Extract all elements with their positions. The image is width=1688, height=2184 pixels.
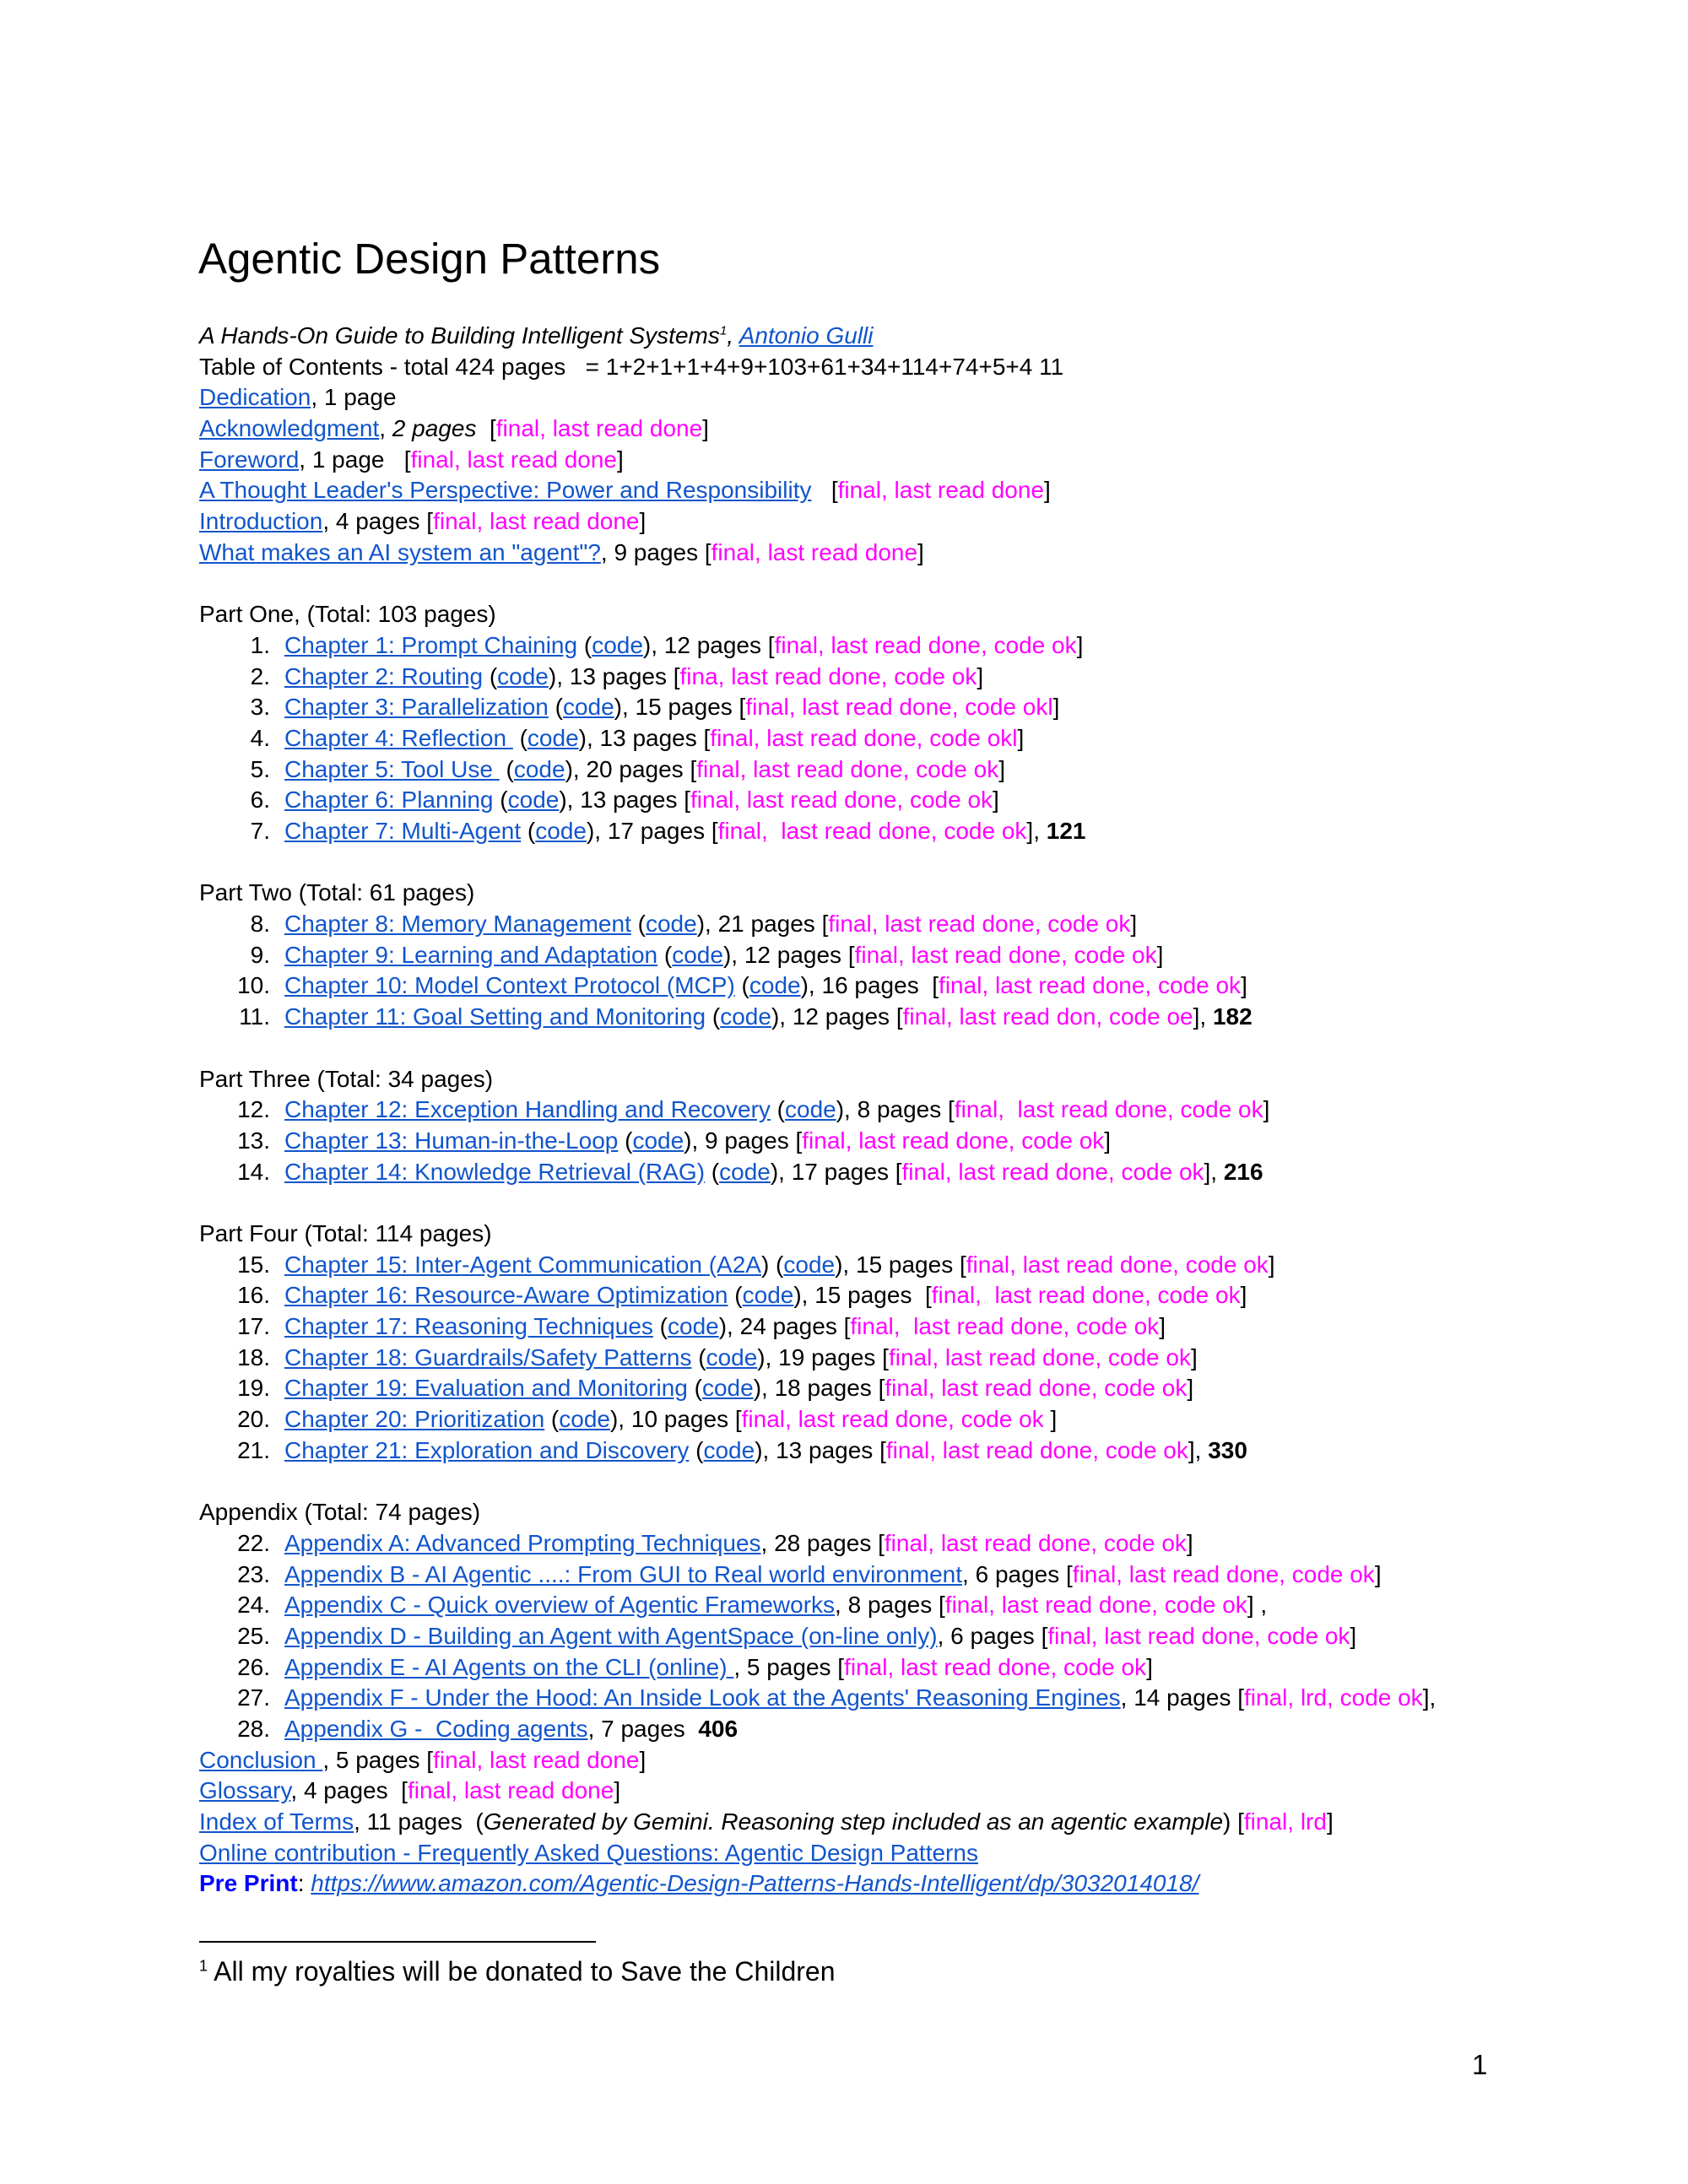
entry-pages: ), 18 pages [ bbox=[753, 1375, 885, 1402]
chapter-link[interactable]: Chapter 5: Tool Use bbox=[284, 755, 500, 782]
status-note: final, last read done, code ok bbox=[690, 787, 993, 814]
front-matter-link[interactable]: A Thought Leader's Perspective: Power and Responsibility bbox=[199, 477, 812, 504]
status-note: final, last read done bbox=[711, 538, 918, 565]
chapter-link[interactable]: Chapter 10: Model Context Protocol (MCP) bbox=[284, 972, 735, 999]
code-link[interactable]: code bbox=[527, 724, 579, 751]
chapter-number: 10. bbox=[237, 972, 270, 999]
chapter-item bbox=[199, 1250, 1668, 1281]
appendix-link[interactable]: Appendix G - Coding agents bbox=[284, 1715, 588, 1742]
status-note: final, last read done, code ok bbox=[696, 755, 999, 782]
status-note: final, last read done, code ok bbox=[901, 1158, 1204, 1185]
entry-text: ] bbox=[1241, 972, 1247, 999]
entry-pages: , 7 pages bbox=[587, 1715, 699, 1742]
chapter-item bbox=[199, 662, 1668, 693]
entry-text: ], bbox=[1193, 1003, 1213, 1030]
chapter-link[interactable]: Chapter 1: Prompt Chaining bbox=[284, 631, 578, 658]
entry-pages: ), 21 pages [ bbox=[696, 911, 829, 938]
entry-text: ( bbox=[577, 631, 592, 658]
footnote-divider bbox=[199, 1941, 596, 1943]
entry-text: ] bbox=[1350, 1622, 1357, 1649]
entry-pages: ), 13 pages [ bbox=[578, 724, 711, 751]
section-spacer bbox=[199, 1187, 1668, 1219]
chapter-number: 13. bbox=[237, 1127, 270, 1154]
chapter-number: 15. bbox=[237, 1251, 270, 1278]
appendix-number: 27. bbox=[237, 1684, 270, 1711]
status-note: final, last read done, code okl bbox=[710, 724, 1018, 751]
status-note: final, last read done, code ok bbox=[850, 1313, 1160, 1339]
entry-text: ( bbox=[689, 1436, 704, 1463]
entry-text: [ bbox=[811, 477, 838, 504]
code-link[interactable]: code bbox=[672, 941, 723, 968]
entry-pages: ), 13 pages [ bbox=[548, 662, 680, 689]
entry-text: ( bbox=[657, 941, 673, 968]
entry-text: ] bbox=[639, 508, 647, 535]
chapter-link[interactable]: Chapter 18: Guardrails/Safety Patterns bbox=[284, 1343, 692, 1370]
status-note: final, last read done bbox=[433, 1746, 640, 1773]
entry-text: ( bbox=[687, 1375, 702, 1402]
front-matter-link[interactable]: Introduction bbox=[199, 508, 323, 535]
chapter-item bbox=[199, 1002, 1668, 1033]
entry-pages: ), 12 pages [ bbox=[771, 1003, 903, 1030]
chapter-number: 1. bbox=[250, 631, 270, 658]
status-note: final, last read done, code ok bbox=[1072, 1560, 1375, 1587]
status-note: final, last read done bbox=[407, 1777, 614, 1804]
entry-text: , 4 pages [ bbox=[322, 508, 434, 535]
code-link[interactable]: code bbox=[562, 694, 614, 721]
entry-text: ] bbox=[1263, 1096, 1270, 1123]
chapter-link[interactable]: Chapter 11: Goal Setting and Monitoring bbox=[284, 1003, 706, 1030]
footnote-number: 1 bbox=[199, 1957, 208, 1975]
status-note: final, last read done, code ok bbox=[944, 1592, 1247, 1619]
appendix-link[interactable]: Appendix A: Advanced Prompting Techniques bbox=[284, 1529, 761, 1556]
entry-text: ( bbox=[483, 662, 498, 689]
chapter-link[interactable]: Chapter 7: Multi-Agent bbox=[284, 818, 522, 844]
status-note: final, last read done, code okl bbox=[745, 694, 1053, 721]
code-link[interactable]: code bbox=[507, 787, 560, 814]
entry-pages: 2 pages bbox=[392, 415, 477, 442]
chapter-item bbox=[199, 1095, 1668, 1126]
status-note: final, last read done, code ok bbox=[885, 1436, 1188, 1463]
entry-pages: , 14 pages [ bbox=[1120, 1684, 1245, 1711]
front-matter-entry bbox=[199, 414, 1668, 445]
chapter-number: 21. bbox=[237, 1436, 270, 1463]
page-number: 1 bbox=[1472, 2049, 1488, 2080]
chapter-link[interactable]: Chapter 12: Exception Handling and Recovery bbox=[284, 1096, 771, 1123]
entry-text: ] bbox=[1374, 1560, 1382, 1587]
entry-text: ( bbox=[493, 787, 508, 814]
chapter-item bbox=[199, 1435, 1668, 1467]
status-note: final, last read done, code ok bbox=[828, 911, 1131, 938]
chapter-link[interactable]: Chapter 2: Routing bbox=[284, 662, 484, 689]
code-link[interactable]: code bbox=[668, 1313, 719, 1339]
appendix-link[interactable]: Appendix F - Under the Hood: An Inside Look at the Agents' Reasoning Engines bbox=[284, 1684, 1121, 1711]
status-note: final, last read done, code ok bbox=[802, 1127, 1105, 1154]
entry-text: ( bbox=[728, 1282, 743, 1309]
status-note: final, lrd bbox=[1243, 1808, 1327, 1835]
page-title: Agentic Design Patterns bbox=[198, 235, 661, 283]
chapter-link[interactable]: Chapter 16: Resource-Aware Optimization bbox=[284, 1282, 728, 1309]
section-spacer bbox=[199, 569, 1668, 600]
chapter-link[interactable]: Chapter 6: Planning bbox=[284, 787, 494, 814]
chapter-number: 18. bbox=[237, 1343, 270, 1370]
status-note: final, last read done, code ok bbox=[966, 1251, 1269, 1278]
section-spacer bbox=[199, 847, 1668, 878]
conclusion-link[interactable]: Conclusion bbox=[199, 1746, 323, 1773]
chapter-link[interactable]: Chapter 21: Exploration and Discovery bbox=[284, 1436, 690, 1463]
code-link[interactable]: code bbox=[749, 972, 801, 999]
status-note: final, last read done, code ok bbox=[885, 1375, 1188, 1402]
code-link[interactable]: code bbox=[719, 1158, 771, 1185]
index-link[interactable]: Index of Terms bbox=[199, 1808, 354, 1835]
chapter-item bbox=[199, 1126, 1668, 1157]
footnote-mark[interactable]: 1 bbox=[719, 323, 728, 338]
front-matter-list bbox=[199, 382, 1668, 568]
appendix-link[interactable]: Appendix C - Quick overview of Agentic Frameworks bbox=[284, 1592, 836, 1619]
chapter-number: 5. bbox=[250, 755, 270, 782]
entry-pages: ), 15 pages [ bbox=[835, 1251, 966, 1278]
code-link[interactable]: code bbox=[703, 1436, 755, 1463]
entry-pages: ), 13 pages [ bbox=[559, 787, 690, 814]
chapter-item bbox=[199, 1157, 1668, 1188]
appendix-link[interactable]: Appendix D - Building an Agent with AgentSpace (on-line only) bbox=[284, 1622, 938, 1649]
document-body bbox=[199, 321, 1668, 1900]
chapter-link[interactable]: Chapter 19: Evaluation and Monitoring bbox=[284, 1375, 688, 1402]
footnote-text: All my royalties will be donated to Save the Children bbox=[208, 1956, 836, 1987]
entry-text: ( bbox=[544, 1406, 560, 1433]
status-note: final, last read done bbox=[410, 446, 617, 473]
entry-text: ] bbox=[1268, 1251, 1275, 1278]
chapter-number: 4. bbox=[250, 724, 270, 751]
entry-pages: ), 20 pages [ bbox=[565, 755, 697, 782]
entry-text: ( bbox=[630, 911, 646, 938]
entry-text: [ bbox=[476, 415, 496, 442]
entry-text: , 9 pages [ bbox=[600, 538, 711, 565]
running-total: 182 bbox=[1212, 1003, 1252, 1030]
status-note: final, last read done, code ok bbox=[888, 1343, 1191, 1370]
status-note: final, last read done, code ok bbox=[954, 1096, 1263, 1123]
chapter-number: 6. bbox=[250, 787, 270, 814]
entry-text: ] bbox=[993, 787, 999, 814]
entry-text: ], bbox=[1422, 1684, 1436, 1711]
appendix-number: 23. bbox=[237, 1560, 270, 1587]
entry-text: ], bbox=[1204, 1158, 1224, 1185]
chapter-number: 2. bbox=[250, 662, 270, 689]
entry-text: ] bbox=[977, 662, 984, 689]
entry-text: ] bbox=[1130, 911, 1138, 938]
chapter-item bbox=[199, 1343, 1668, 1374]
running-total: 121 bbox=[1046, 818, 1086, 844]
entry-pages: ), 12 pages [ bbox=[642, 631, 775, 658]
entry-text: ] bbox=[1044, 477, 1051, 504]
chapter-link[interactable]: Chapter 14: Knowledge Retrieval (RAG) bbox=[284, 1158, 706, 1185]
entry-text: ( bbox=[734, 972, 749, 999]
chapter-number: 17. bbox=[237, 1313, 270, 1339]
entry-text: ] bbox=[1187, 1375, 1194, 1402]
chapter-number: 12. bbox=[237, 1096, 270, 1123]
entry-pages: , 6 pages [ bbox=[962, 1560, 1073, 1587]
chapter-number: 9. bbox=[250, 941, 270, 968]
entry-text: ] bbox=[1050, 1406, 1058, 1433]
appendix-item bbox=[199, 1652, 1668, 1684]
chapter-item bbox=[199, 1373, 1668, 1404]
entry-text: ] bbox=[1052, 694, 1060, 721]
status-note: final, last read done, code ok bbox=[931, 1282, 1241, 1309]
chapter-link[interactable]: Chapter 15: Inter-Agent Communication (A2A bbox=[284, 1251, 761, 1278]
index-entry: Index of Terms, 11 pages (Generated by Gemini. Reasoning step included as an agentic example) [final, lrd] bbox=[199, 1808, 1334, 1835]
entry-text: , bbox=[379, 415, 392, 442]
entry-text: ] bbox=[917, 538, 924, 565]
appendix-item bbox=[199, 1590, 1668, 1621]
chapter-number: 8. bbox=[250, 911, 270, 938]
entry-pages: ), 16 pages [ bbox=[800, 972, 939, 999]
chapter-number: 14. bbox=[237, 1158, 270, 1185]
front-matter-link[interactable]: Foreword bbox=[199, 446, 300, 473]
chapter-link[interactable]: Chapter 3: Parallelization bbox=[284, 694, 549, 721]
running-total: 406 bbox=[698, 1715, 738, 1742]
front-matter-entry bbox=[199, 475, 1668, 506]
appendix-number: 28. bbox=[237, 1715, 270, 1742]
appendix-number: 22. bbox=[237, 1529, 270, 1556]
chapter-number: 7. bbox=[250, 818, 270, 844]
preprint-url-link[interactable]: https://www.amazon.com/Agentic-Design-Patterns-Hands-Intelligent/dp/3032014018/ bbox=[311, 1870, 1199, 1897]
entry-text: ( bbox=[705, 1158, 720, 1185]
appendix-number: 24. bbox=[237, 1592, 270, 1619]
front-matter-link[interactable]: Dedication bbox=[199, 384, 311, 411]
chapter-link[interactable]: Chapter 13: Human-in-the-Loop bbox=[284, 1127, 619, 1154]
appendix-item bbox=[199, 1714, 1668, 1745]
chapter-link[interactable]: Chapter 4: Reflection bbox=[284, 724, 513, 751]
chapter-item bbox=[199, 940, 1668, 971]
chapter-link[interactable]: Chapter 20: Prioritization bbox=[284, 1406, 545, 1433]
chapter-number: 19. bbox=[237, 1375, 270, 1402]
entry-text: ( bbox=[499, 755, 514, 782]
status-note: final, last read don, code oe bbox=[902, 1003, 1193, 1030]
glossary-entry: Glossary, 4 pages [final, last read done] bbox=[199, 1777, 621, 1804]
entry-text: ] bbox=[998, 755, 1006, 782]
entry-text: ( bbox=[652, 1313, 668, 1339]
entry-pages: ), 10 pages [ bbox=[609, 1406, 742, 1433]
entry-text: ], bbox=[1188, 1436, 1209, 1463]
status-note: final, last read done, code ok bbox=[741, 1406, 1051, 1433]
status-note: final, last read done, code ok bbox=[854, 941, 1157, 968]
entry-pages: ), 15 pages [ bbox=[793, 1282, 932, 1309]
part-heading: Part One, (Total: 103 pages) bbox=[199, 601, 496, 628]
part-heading: Part Three (Total: 34 pages) bbox=[199, 1065, 494, 1092]
chapter-item bbox=[199, 1280, 1668, 1311]
chapter-number: 11. bbox=[239, 1003, 270, 1030]
front-matter-entry bbox=[199, 538, 1668, 569]
entry-text: ( bbox=[521, 818, 536, 844]
entry-pages: ), 8 pages [ bbox=[836, 1096, 955, 1123]
section-spacer bbox=[199, 1033, 1668, 1064]
chapter-item bbox=[199, 692, 1668, 723]
code-link[interactable]: code bbox=[592, 631, 643, 658]
code-link[interactable]: code bbox=[497, 662, 549, 689]
code-link[interactable]: code bbox=[559, 1406, 610, 1433]
entry-pages: , 6 pages [ bbox=[937, 1622, 1048, 1649]
entry-pages: , 5 pages [ bbox=[733, 1653, 845, 1680]
running-total: 330 bbox=[1208, 1436, 1247, 1463]
chapter-link[interactable]: Chapter 8: Memory Management bbox=[284, 911, 631, 938]
toc-header: Table of Contents - total 424 pages = 1+2+1+1+4+9+103+61+34+114+74+5+4 11 bbox=[199, 353, 1064, 380]
entry-text: ] bbox=[1146, 1653, 1153, 1680]
part-heading: Part Four (Total: 114 pages) bbox=[199, 1219, 492, 1246]
entry-text: ) ( bbox=[760, 1251, 784, 1278]
entry-text: , 1 page bbox=[311, 384, 397, 411]
entry-pages: ), 17 pages [ bbox=[770, 1158, 902, 1185]
preprint-label: Pre Print bbox=[199, 1870, 298, 1897]
chapter-item bbox=[199, 909, 1668, 940]
entry-text: ] , bbox=[1247, 1592, 1268, 1619]
code-link[interactable]: code bbox=[535, 818, 587, 844]
chapter-item bbox=[199, 816, 1668, 847]
code-link[interactable]: code bbox=[632, 1127, 684, 1154]
entry-text: , 1 page [ bbox=[299, 446, 411, 473]
entry-text: ( bbox=[548, 694, 563, 721]
status-note: final, last read done, code ok bbox=[939, 972, 1242, 999]
entry-text: ] bbox=[1186, 1529, 1193, 1556]
part-heading: Part Two (Total: 61 pages) bbox=[199, 879, 475, 906]
chapter-item bbox=[199, 1311, 1668, 1343]
running-total: 216 bbox=[1223, 1158, 1263, 1185]
appendix-list bbox=[199, 1528, 1668, 1745]
appendix-link[interactable]: Appendix B - AI Agentic ....: From GUI to Real world environment bbox=[284, 1560, 963, 1587]
entry-text: ] bbox=[1190, 1343, 1198, 1370]
chapter-item bbox=[199, 723, 1668, 754]
status-note: final, last read done, code ok bbox=[717, 818, 1027, 844]
entry-pages: , 28 pages [ bbox=[760, 1529, 885, 1556]
author-link[interactable]: Antonio Gulli bbox=[738, 322, 874, 349]
chapter-number: 16. bbox=[237, 1282, 270, 1309]
chapter-item bbox=[199, 785, 1668, 816]
status-note: final, last read done bbox=[433, 508, 640, 535]
faq-entry bbox=[199, 1838, 1668, 1869]
entry-text: ( bbox=[512, 724, 528, 751]
status-note: fina, last read done, code ok bbox=[679, 662, 977, 689]
preprint-entry: Pre Print: https://www.amazon.com/Agentic-Design-Patterns-Hands-Intelligent/dp/3032014018/ bbox=[199, 1870, 1199, 1897]
status-note: final, last read done, code ok bbox=[884, 1529, 1187, 1556]
appendix-item bbox=[199, 1683, 1668, 1714]
status-note: final, last read done, code ok bbox=[844, 1653, 1147, 1680]
chapter-number: 20. bbox=[237, 1406, 270, 1433]
chapter-item bbox=[199, 630, 1668, 662]
subtitle: A Hands-On Guide to Building Intelligent Systems bbox=[199, 322, 720, 349]
entry-text: ] bbox=[1104, 1127, 1112, 1154]
entry-text: ( bbox=[691, 1343, 706, 1370]
code-link[interactable]: code bbox=[513, 755, 565, 782]
entry-text: ] bbox=[1240, 1282, 1247, 1309]
entry-pages: ), 19 pages [ bbox=[757, 1343, 889, 1370]
entry-pages: ), 9 pages [ bbox=[684, 1127, 803, 1154]
entry-text: ( bbox=[618, 1127, 633, 1154]
status-note: final, last read done bbox=[495, 415, 703, 442]
appendix-number: 25. bbox=[237, 1622, 270, 1649]
status-note: final, lrd, code ok bbox=[1244, 1684, 1423, 1711]
entry-text: ], bbox=[1026, 818, 1047, 844]
footnote bbox=[199, 1956, 836, 1987]
entry-text: ] bbox=[1159, 1313, 1166, 1339]
code-link[interactable]: code bbox=[742, 1282, 794, 1309]
chapter-link[interactable]: Chapter 17: Reasoning Techniques bbox=[284, 1313, 653, 1339]
entry-pages: ), 17 pages [ bbox=[586, 818, 718, 844]
code-link[interactable]: code bbox=[785, 1096, 836, 1123]
entry-text: ] bbox=[702, 415, 709, 442]
appendix-link[interactable]: Appendix E - AI Agents on the CLI (online) bbox=[284, 1653, 734, 1680]
chapter-number: 3. bbox=[250, 694, 270, 721]
appendix-item bbox=[199, 1621, 1668, 1652]
entry-text: ( bbox=[770, 1096, 786, 1123]
glossary-link[interactable]: Glossary bbox=[199, 1777, 291, 1804]
front-matter-entry bbox=[199, 382, 1668, 414]
code-link[interactable]: code bbox=[645, 911, 697, 938]
front-matter-entry bbox=[199, 445, 1668, 476]
chapter-item bbox=[199, 1404, 1668, 1435]
entry-pages: ), 15 pages [ bbox=[614, 694, 746, 721]
entry-pages: , 8 pages [ bbox=[835, 1592, 945, 1619]
code-link[interactable]: code bbox=[720, 1003, 771, 1030]
chapter-link[interactable]: Chapter 9: Learning and Adaptation bbox=[284, 941, 658, 968]
faq-link[interactable]: Online contribution - Frequently Asked Questions: Agentic Design Patterns bbox=[199, 1839, 978, 1866]
code-link[interactable]: code bbox=[701, 1375, 754, 1402]
status-note: final, last read done, code ok bbox=[774, 631, 1077, 658]
entry-pages: ), 24 pages [ bbox=[718, 1313, 851, 1339]
chapter-item bbox=[199, 754, 1668, 786]
entry-text: ] bbox=[1076, 631, 1084, 658]
front-matter-link[interactable]: What makes an AI system an "agent"? bbox=[199, 538, 601, 565]
code-link[interactable]: code bbox=[706, 1343, 758, 1370]
appendix-number: 26. bbox=[237, 1653, 270, 1680]
entry-text: ] bbox=[616, 446, 624, 473]
front-matter-link[interactable]: Acknowledgment bbox=[199, 415, 380, 442]
appendix-item bbox=[199, 1528, 1668, 1560]
chapter-item bbox=[199, 970, 1668, 1002]
code-link[interactable]: code bbox=[783, 1251, 836, 1278]
status-note: final, last read done bbox=[837, 477, 1044, 504]
parts-list bbox=[199, 569, 1668, 1467]
entry-pages: ), 13 pages [ bbox=[755, 1436, 886, 1463]
entry-pages: ), 12 pages [ bbox=[722, 941, 855, 968]
front-matter-entry bbox=[199, 506, 1668, 538]
subtitle-line: A Hands-On Guide to Building Intelligent Systems$^1$, Antonio Gulli bbox=[199, 322, 874, 349]
entry-text: ] bbox=[1156, 941, 1164, 968]
entry-text: ( bbox=[706, 1003, 721, 1030]
appendix-item bbox=[199, 1560, 1668, 1591]
appendix-heading: Appendix (Total: 74 pages) bbox=[199, 1499, 481, 1526]
entry-text: ] bbox=[1017, 724, 1025, 751]
status-note: final, last read done, code ok bbox=[1047, 1622, 1350, 1649]
conclusion-entry: Conclusion , 5 pages [final, last read done] bbox=[199, 1746, 647, 1773]
